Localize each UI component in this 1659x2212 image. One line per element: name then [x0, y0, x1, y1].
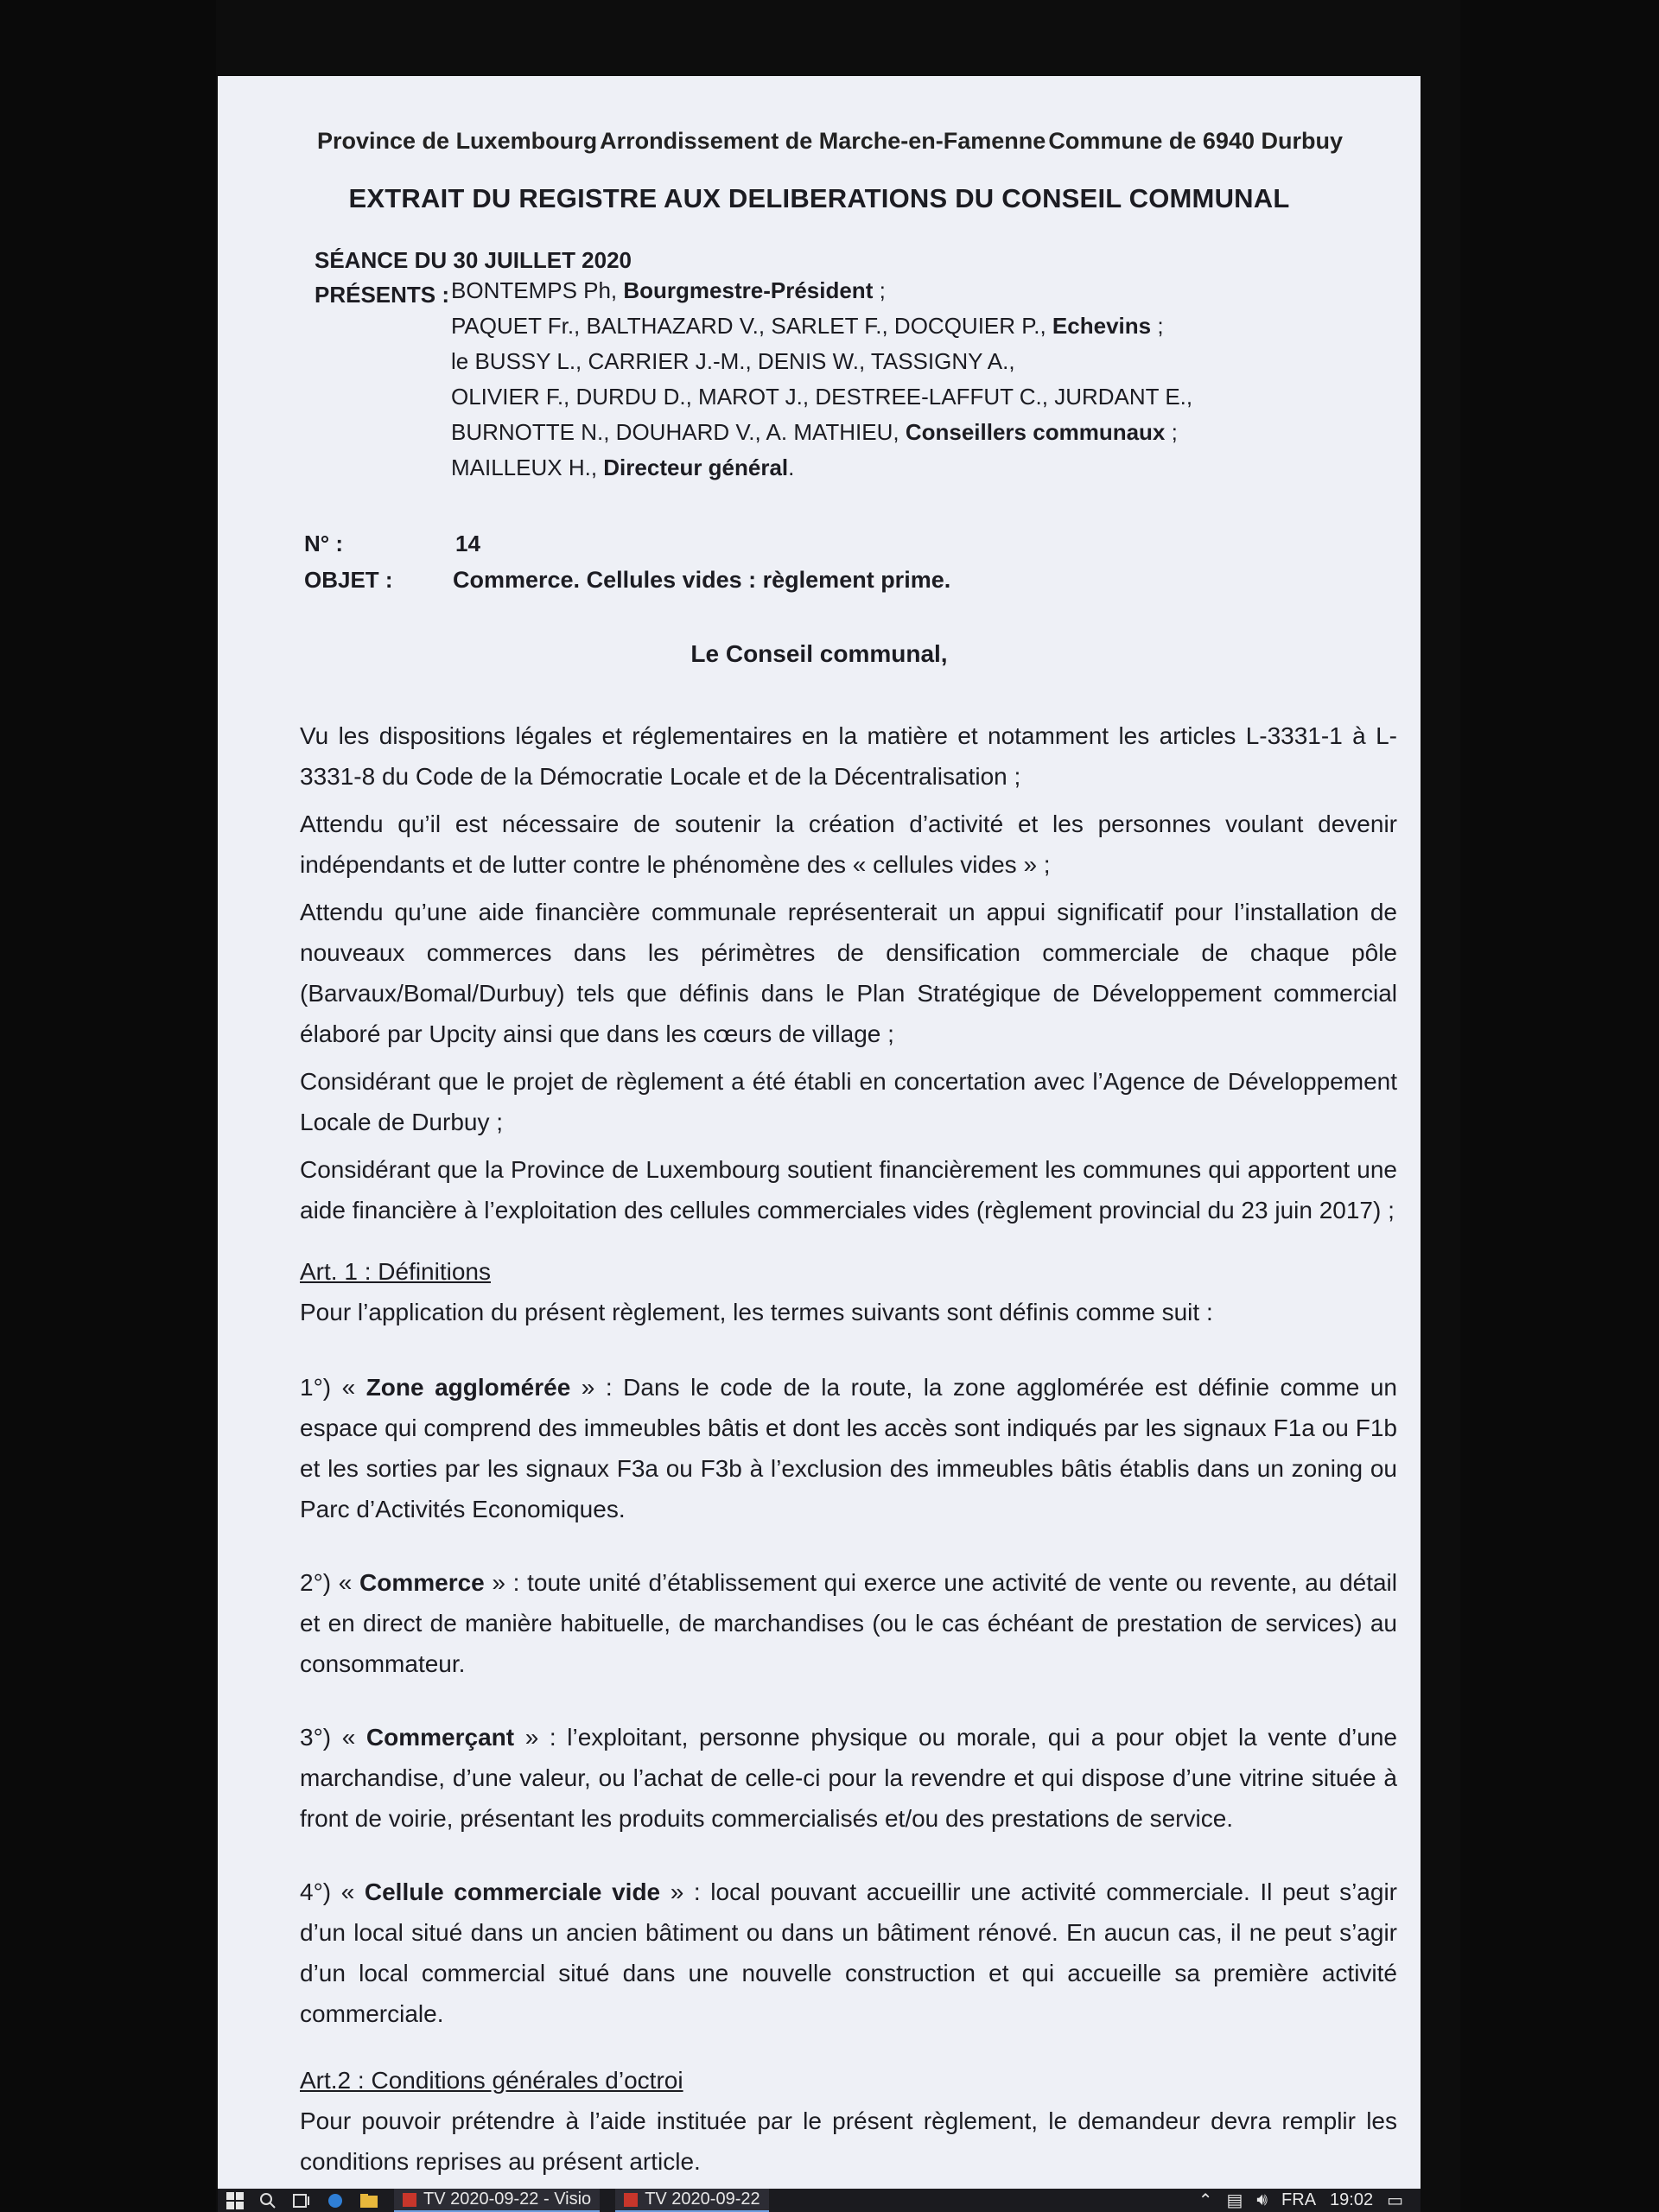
definition-paragraph: 1°) « Zone agglomérée » : Dans le code de la route, la zone agglomérée est définie comme un espace qui comprend des immeubles bâtis et dont les accès sont indiqués par les signaux F1a ou F1b et les sorties par les signaux F3a ou F3b à l’exclusion des immeubles bâtis établis dans un zoning ou Parc d’Activités Economiques.	[300, 1374, 1397, 1522]
presents-line: le BUSSY L., CARRIER J.-M., DENIS W., TASSIGNY A.,	[451, 348, 1015, 374]
task-view-icon[interactable]	[292, 2189, 311, 2212]
considerant-paragraph: Attendu qu’il est nécessaire de soutenir la création d’activité et les personnes voulant devenir indépendants et de lutter contre le phénomène des « cellules vides » ;	[300, 810, 1397, 878]
presents-line: MAILLEUX H., Directeur général.	[451, 454, 795, 480]
objet-label: OBJET :	[304, 567, 393, 593]
search-icon[interactable]	[259, 2189, 276, 2212]
definition-paragraph: 3°) « Commerçant » : l’exploitant, personne physique ou morale, qui a pour objet la vente d’une marchandise, d’une valeur, ou l’achat de celle-ci pour la revendre et qui dispose d’une vitrine située à front de voirie, présentant les produits commercialisés et/ou des prestations de service.	[300, 1724, 1397, 1832]
edge-browser-icon[interactable]	[327, 2189, 344, 2212]
numero-label: N° :	[304, 531, 344, 556]
seance-date: SÉANCE DU 30 JUILLET 2020	[315, 247, 632, 273]
presents-line: OLIVIER F., DURDU D., MAROT J., DESTREE-LAFFUT C., JURDANT E.,	[451, 384, 1193, 410]
notifications-icon[interactable]: ▭	[1387, 2191, 1403, 2210]
objet-value: Commerce. Cellules vides : règlement prime.	[453, 567, 951, 593]
presents-label: PRÉSENTS :	[315, 282, 450, 308]
article-2-intro: Pour pouvoir prétendre à l’aide instituée par le présent règlement, le demandeur devra remplir les conditions reprises au présent article.	[300, 2107, 1397, 2175]
article-1-intro: Pour l’application du présent règlement, les termes suivants sont définis comme suit :	[300, 1299, 1213, 1325]
header-commune: Commune de 6940 Durbuy	[1048, 128, 1343, 154]
app-icon	[624, 2193, 638, 2207]
chevron-up-icon[interactable]: ⌃	[1198, 2191, 1213, 2210]
definition-paragraph: 2°) « Commerce » : toute unité d’établissement qui exerce une activité de vente ou revente, au détail et en direct de manière habituelle, de marchandises (ou le cas échéant de prestation de services) au consommateur.	[300, 1569, 1397, 1677]
volume-icon[interactable]: 🔊︎	[1256, 2190, 1268, 2209]
start-button[interactable]	[218, 2189, 244, 2212]
presents-line: BONTEMPS Ph, Bourgmestre-Président ;	[451, 277, 886, 303]
considerants-block	[300, 715, 1397, 1237]
presents-line: PAQUET Fr., BALTHAZARD V., SARLET F., DOCQUIER P., Echevins ;	[451, 313, 1164, 339]
windows-taskbar	[218, 2189, 1421, 2212]
considerant-paragraph: Considérant que le projet de règlement a été établi en concertation avec l’Agence de Développement Locale de Durbuy ;	[300, 1068, 1397, 1135]
photo-frame-right	[1460, 0, 1659, 2212]
windows-logo-icon	[226, 2192, 244, 2209]
clock[interactable]: 19:02	[1330, 2190, 1374, 2209]
article-1-title: Art. 1 : Définitions	[300, 1258, 491, 1285]
network-icon[interactable]: ▤	[1226, 2191, 1243, 2210]
presents-list	[451, 273, 1358, 486]
document-header	[317, 121, 1343, 162]
taskbar-app-visio[interactable]	[394, 2189, 600, 2212]
header-arrondissement: Arrondissement de Marche-en-Famenne	[600, 128, 1046, 154]
monitor-screen	[218, 76, 1421, 2189]
header-province: Province de Luxembourg	[317, 128, 598, 154]
document-page	[218, 76, 1421, 2189]
system-tray	[1198, 2190, 1421, 2211]
considerant-paragraph: Considérant que la Province de Luxembourg soutient financièrement les communes qui apportent une aide financière à l’exploitation des cellules commerciales vides (règlement provincial du 23 juin 2017) ;	[300, 1156, 1397, 1224]
taskbar-app-document[interactable]	[615, 2189, 768, 2212]
app-icon	[403, 2193, 416, 2207]
definition-paragraph: 4°) « Cellule commerciale vide » : local pouvant accueillir une activité commerciale. Il peut s’agir d’un local situé dans un ancien bâtiment ou dans un bâtiment rénové. En aucun cas, il ne peut s’agir d’un local commercial situé dans une nouvelle construction et qui accueille sa première activité commerciale.	[300, 1878, 1397, 2027]
file-explorer-icon[interactable]	[359, 2189, 378, 2212]
taskbar-app-label: TV 2020-09-22	[645, 2190, 760, 2209]
article-1	[300, 1251, 1397, 2182]
council-heading: Le Conseil communal,	[690, 640, 948, 667]
presents-line: BURNOTTE N., DOUHARD V., A. MATHIEU, Conseillers communaux ;	[451, 419, 1178, 445]
considerant-paragraph: Vu les dispositions légales et réglementaires en la matière et notamment les articles L-3331-1 à L-3331-8 du Code de la Démocratie Locale et de la Décentralisation ;	[300, 722, 1397, 790]
language-indicator[interactable]: FRA	[1281, 2190, 1317, 2209]
considerant-paragraph: Attendu qu’une aide financière communale représenterait un appui significatif pour l’installation de nouveaux commerces dans les périmètres de densification commerciale de chaque pôle (Barvaux/Bomal/Durbuy) tels que définis dans le Plan Stratégique de Développement commercial élaboré par Upcity ainsi que dans les cœurs de village ;	[300, 899, 1397, 1047]
photo-frame-left	[0, 0, 216, 2212]
document-title: EXTRAIT DU REGISTRE AUX DELIBERATIONS DU CONSEIL COMMUNAL	[348, 183, 1290, 213]
taskbar-app-label: TV 2020-09-22 - Visio	[423, 2190, 592, 2209]
numero-value: 14	[455, 531, 480, 556]
article-2-title: Art.2 : Conditions générales d’octroi	[300, 2067, 683, 2094]
